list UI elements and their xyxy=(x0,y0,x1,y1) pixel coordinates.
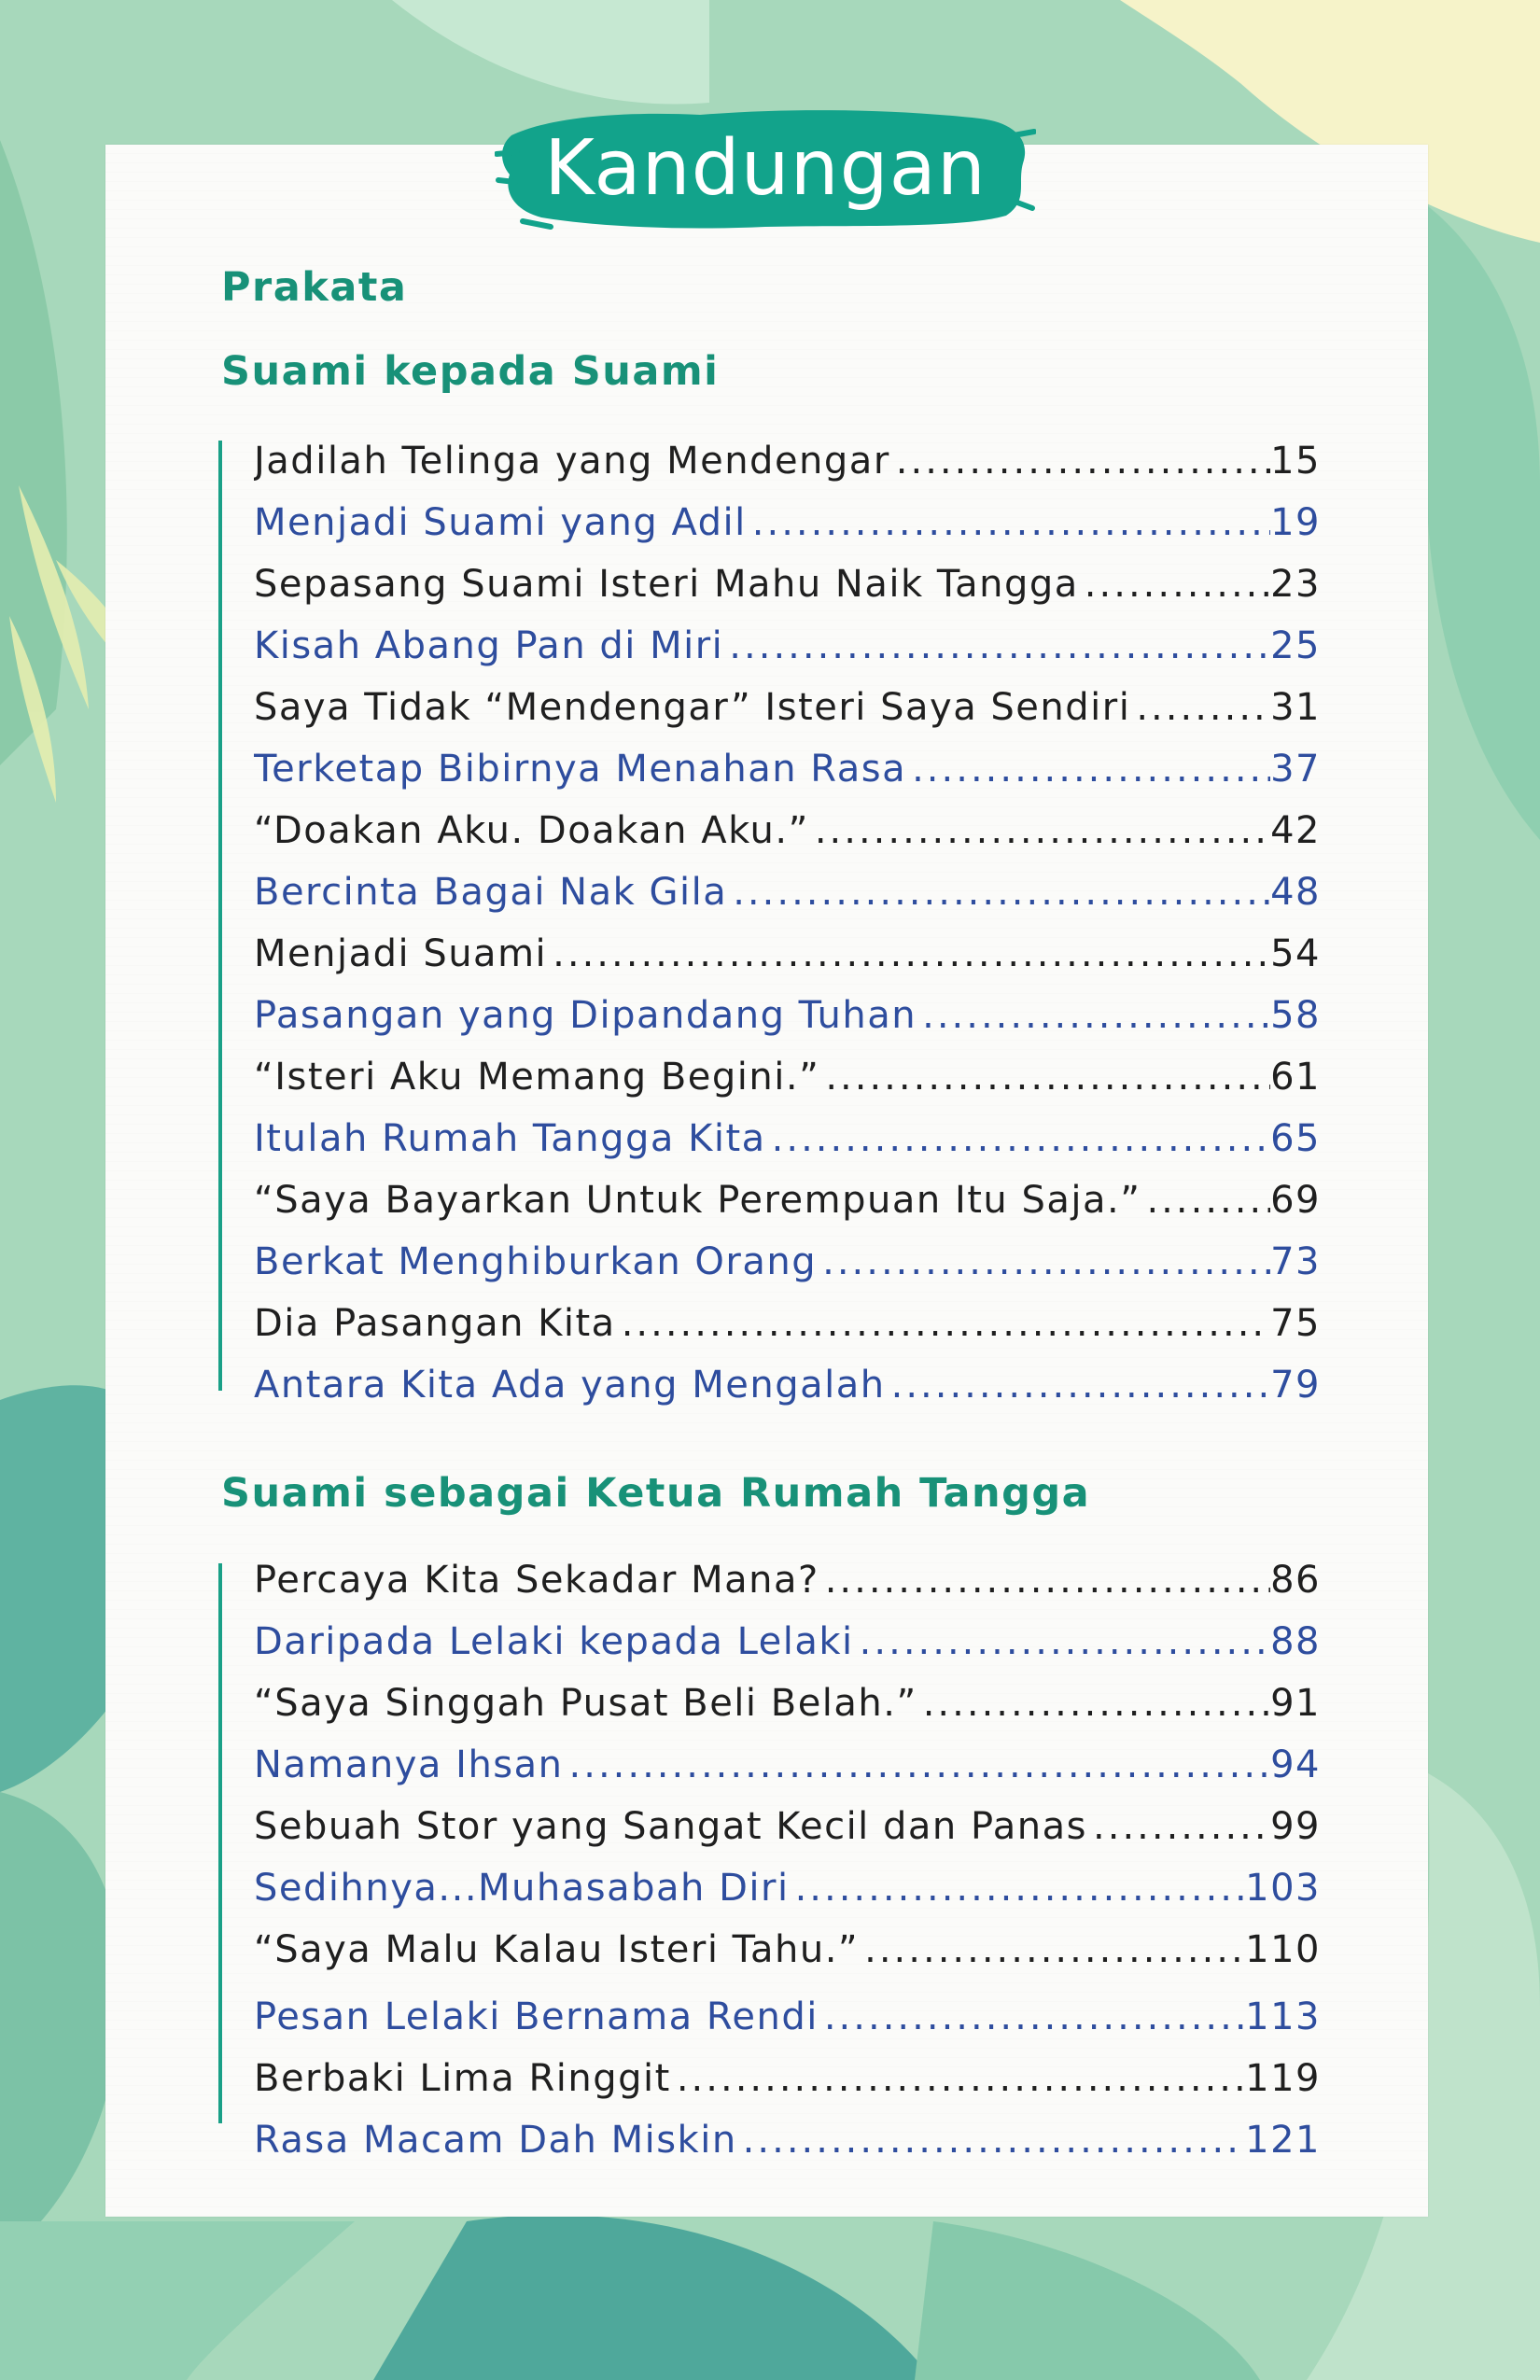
entry-title: Berkat Menghiburkan Orang xyxy=(254,1240,818,1283)
entry-page: 69 xyxy=(1270,1179,1321,1222)
entry-title: Terketap Bibirnya Menahan Rasa xyxy=(254,748,907,791)
toc-entry[interactable] xyxy=(254,677,1321,738)
entry-page: 99 xyxy=(1270,1805,1321,1848)
leader-dots xyxy=(906,748,1270,791)
toc-entry[interactable] xyxy=(254,1857,1321,1919)
entry-title: “Saya Malu Kalau Isteri Tahu.” xyxy=(254,1928,860,1971)
entry-page: 15 xyxy=(1270,440,1321,483)
entry-page: 19 xyxy=(1270,501,1321,544)
entry-page: 110 xyxy=(1245,1928,1321,1971)
entry-page: 75 xyxy=(1270,1302,1321,1345)
entry-page: 54 xyxy=(1270,932,1321,975)
toc-entry[interactable] xyxy=(254,738,1321,800)
entry-title: Sedihnya...Muhasabah Diri xyxy=(254,1867,790,1910)
entry-title: Daripada Lelaki kepada Lelaki xyxy=(254,1620,854,1663)
entry-title: “Saya Singgah Pusat Beli Belah.” xyxy=(254,1682,917,1725)
toc-entry[interactable] xyxy=(254,1673,1321,1734)
leader-dots xyxy=(819,1995,1245,2038)
entry-page: 25 xyxy=(1270,624,1321,667)
toc-entry[interactable] xyxy=(254,492,1321,553)
entry-page: 94 xyxy=(1270,1743,1321,1786)
entry-page: 79 xyxy=(1270,1364,1321,1407)
entry-page: 58 xyxy=(1270,994,1321,1037)
leader-dots xyxy=(1079,563,1270,606)
leader-dots xyxy=(547,932,1270,975)
entry-page: 121 xyxy=(1245,2119,1321,2162)
entry-page: 23 xyxy=(1270,563,1321,606)
entry-title: Namanya Ihsan xyxy=(254,1743,564,1786)
toc-entry[interactable] xyxy=(254,430,1321,492)
toc-entry[interactable] xyxy=(254,2048,1321,2109)
entry-title: Menjadi Suami yang Adil xyxy=(254,501,747,544)
leader-dots xyxy=(737,2119,1245,2162)
entry-title: “Saya Bayarkan Untuk Perempuan Itu Saja.” xyxy=(254,1179,1141,1222)
section-bar xyxy=(218,1563,222,2123)
entry-title: Jadilah Telinga yang Mendengar xyxy=(254,440,890,483)
toc-entry[interactable] xyxy=(254,800,1321,861)
toc-entry[interactable] xyxy=(254,1108,1321,1169)
toc-entry[interactable] xyxy=(254,861,1321,923)
leader-dots xyxy=(564,1743,1271,1786)
section-heading-suami-sebagai-ketua[interactable]: Suami sebagai Ketua Rumah Tangga xyxy=(221,1470,1091,1517)
entry-page: 113 xyxy=(1245,1995,1321,2038)
entry-title: “Isteri Aku Memang Begini.” xyxy=(254,1056,820,1099)
toc-entry[interactable] xyxy=(254,1293,1321,1354)
entry-page: 73 xyxy=(1270,1240,1321,1283)
section-bar xyxy=(218,441,222,1391)
section-heading-suami-kepada-suami[interactable]: Suami kepada Suami xyxy=(221,348,720,395)
toc-entry[interactable] xyxy=(254,1549,1321,1611)
leader-dots xyxy=(809,809,1270,852)
entry-title: Sebuah Stor yang Sangat Kecil dan Panas xyxy=(254,1805,1088,1848)
leader-dots xyxy=(723,624,1270,667)
entry-page: 119 xyxy=(1245,2057,1321,2100)
leader-dots xyxy=(917,994,1270,1037)
entry-page: 88 xyxy=(1270,1620,1321,1663)
leader-dots xyxy=(1141,1179,1270,1222)
leader-dots xyxy=(890,440,1270,483)
toc-entry[interactable] xyxy=(254,553,1321,615)
leader-dots xyxy=(671,2057,1245,2100)
section-heading-prakata[interactable]: Prakata xyxy=(221,264,408,311)
entry-title: Berbaki Lima Ringgit xyxy=(254,2057,671,2100)
title-banner xyxy=(495,98,1036,238)
entry-page: 86 xyxy=(1270,1559,1321,1602)
toc-entry[interactable] xyxy=(254,1231,1321,1293)
toc-entry[interactable] xyxy=(254,1919,1321,1981)
toc-entry[interactable] xyxy=(254,1169,1321,1231)
leader-dots xyxy=(817,1240,1270,1283)
leader-dots xyxy=(616,1302,1270,1345)
entry-page: 37 xyxy=(1270,748,1321,791)
leader-dots xyxy=(766,1117,1270,1160)
entry-title: Menjadi Suami xyxy=(254,932,548,975)
entry-page: 42 xyxy=(1270,809,1321,852)
entry-title: Rasa Macam Dah Miskin xyxy=(254,2119,737,2162)
entry-title: Bercinta Bagai Nak Gila xyxy=(254,871,728,914)
leader-dots xyxy=(790,1867,1246,1910)
entry-title: Kisah Abang Pan di Miri xyxy=(254,624,724,667)
entry-title: Dia Pasangan Kita xyxy=(254,1302,616,1345)
leader-dots xyxy=(859,1928,1245,1971)
entry-title: Sepasang Suami Isteri Mahu Naik Tangga xyxy=(254,563,1079,606)
entry-title: Pasangan yang Dipandang Tuhan xyxy=(254,994,917,1037)
leader-dots xyxy=(819,1056,1270,1099)
entry-title: Antara Kita Ada yang Mengalah xyxy=(254,1364,886,1407)
entry-page: 48 xyxy=(1270,871,1321,914)
leader-dots xyxy=(819,1559,1270,1602)
entry-page: 103 xyxy=(1245,1867,1321,1910)
toc-entry[interactable] xyxy=(254,615,1321,677)
leader-dots xyxy=(917,1682,1270,1725)
entry-page: 31 xyxy=(1270,686,1321,729)
entry-title: Itulah Rumah Tangga Kita xyxy=(254,1117,766,1160)
toc-entry[interactable] xyxy=(254,1986,1321,2048)
entry-title: Pesan Lelaki Bernama Rendi xyxy=(254,1995,819,2038)
leader-dots xyxy=(747,501,1270,544)
page-title: Kandungan xyxy=(544,123,987,213)
entry-page: 91 xyxy=(1270,1682,1321,1725)
toc-entry[interactable] xyxy=(254,1354,1321,1416)
entry-title: “Doakan Aku. Doakan Aku.” xyxy=(254,809,809,852)
toc-entry[interactable] xyxy=(254,1046,1321,1108)
toc-entry[interactable] xyxy=(254,1734,1321,1796)
toc-entry[interactable] xyxy=(254,985,1321,1046)
leader-dots xyxy=(727,871,1270,914)
toc-entry[interactable] xyxy=(254,1611,1321,1673)
entry-page: 61 xyxy=(1270,1056,1321,1099)
entry-title: Saya Tidak “Mendengar” Isteri Saya Sendiri xyxy=(254,686,1131,729)
toc-entry[interactable] xyxy=(254,1796,1321,1857)
leader-dots xyxy=(1087,1805,1270,1848)
leader-dots xyxy=(886,1364,1270,1407)
leader-dots xyxy=(854,1620,1270,1663)
leader-dots xyxy=(1130,686,1270,729)
entry-page: 65 xyxy=(1270,1117,1321,1160)
toc-entry[interactable] xyxy=(254,2109,1321,2171)
toc-entry[interactable] xyxy=(254,923,1321,985)
entry-title: Percaya Kita Sekadar Mana? xyxy=(254,1559,819,1602)
